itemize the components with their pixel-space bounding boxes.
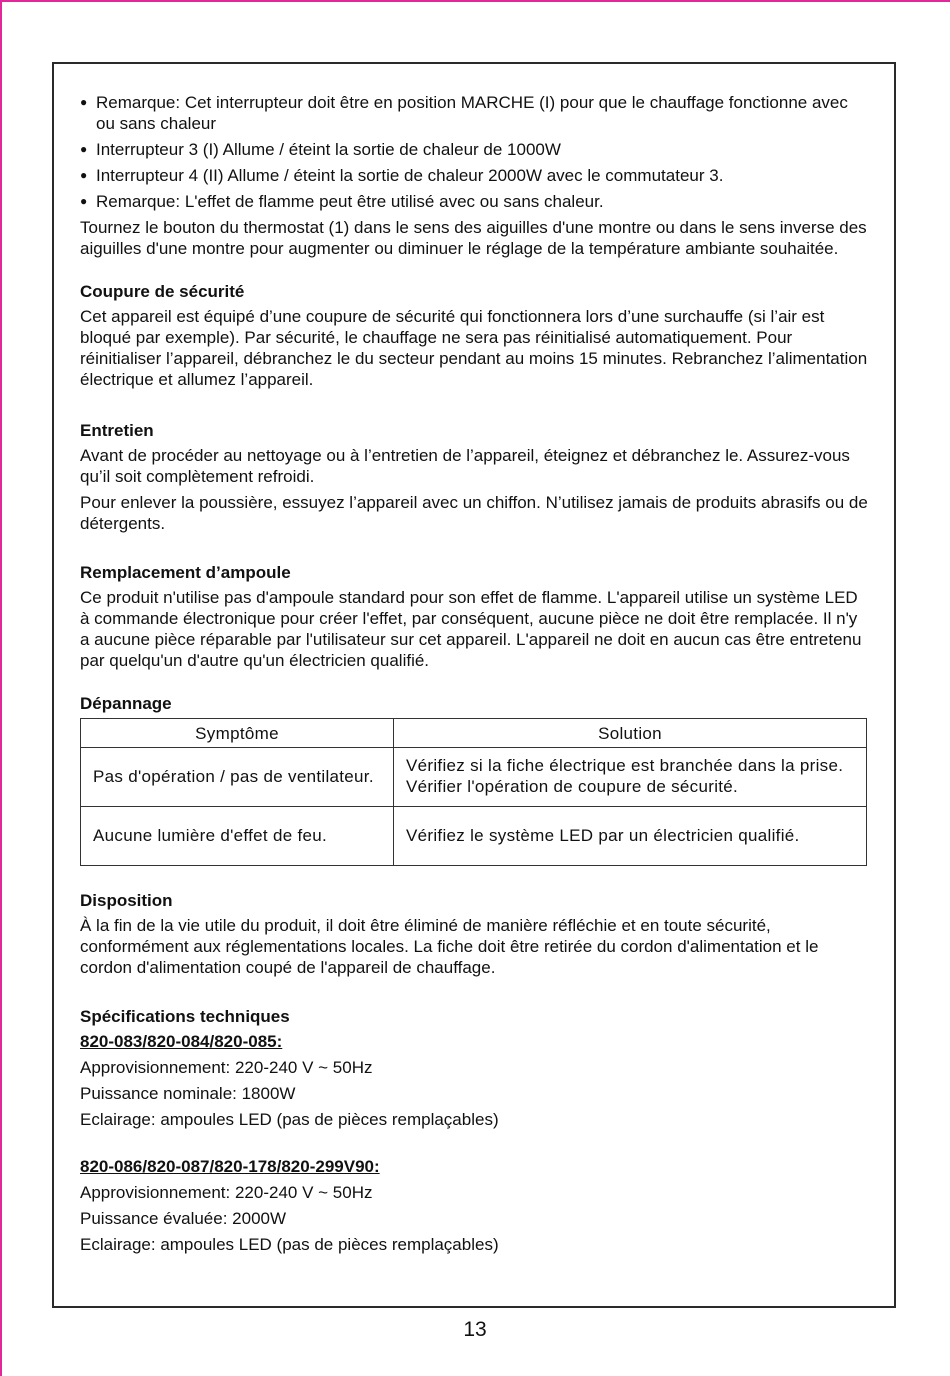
safety-paragraph: Cet appareil est équipé d’une coupure de sécurité qui fonctionnera lors d’une surchauffe (si l’air est bloqué par exemple). Par sécurité, le chauffage ne sera pas réinitialisé automatiquement. Pour réinitialiser l’appareil, débranchez le du secteur pendant au moins 15 minutes. Rebranchez l’alimentation électrique et allumez l’appareil. <box>80 307 868 389</box>
spec-lighting-2: Eclairage: ampoules LED (pas de pièces remplaçables) <box>80 1235 499 1254</box>
bulb-heading: Remplacement d’ampoule <box>80 563 291 582</box>
bulb-section <box>80 562 870 671</box>
maintenance-section <box>80 420 870 534</box>
safety-heading: Coupure de sécurité <box>80 282 245 301</box>
troubleshooting-table <box>80 718 867 866</box>
list-item: ● Remarque: Cet interrupteur doit être en position MARCHE (I) pour que le chauffage fonctionne avec ou sans chaleur <box>80 92 870 134</box>
spec-supply-2: Approvisionnement: 220-240 V ~ 50Hz <box>80 1183 373 1202</box>
maintenance-heading: Entretien <box>80 421 154 440</box>
spec-supply-1: Approvisionnement: 220-240 V ~ 50Hz <box>80 1058 373 1077</box>
troubleshooting-section <box>80 693 870 866</box>
table-header-row <box>81 719 867 748</box>
safety-section <box>80 281 870 390</box>
model-numbers-1: 820-083/820-084/820-085: <box>80 1032 283 1051</box>
thermostat-paragraph: Tournez le bouton du thermostat (1) dans le sens des aiguilles d'une montre ou dans le sens inverse des aiguilles d'une montre pour augmenter ou diminuer le réglage de la température ambiante souhaitée. <box>80 218 867 258</box>
list-item: ● Remarque: L'effet de flamme peut être utilisé avec ou sans chaleur. <box>80 191 870 212</box>
disposal-paragraph: À la fin de la vie utile du produit, il doit être éliminé de manière réfléchie et en toute sécurité, conformément aux réglementations locales. La fiche doit être retirée du cordon d'alimentation et le cordon d'alimentation coupé de l'appareil de chauffage. <box>80 916 819 977</box>
table-row <box>81 748 867 807</box>
page-frame <box>52 62 896 1308</box>
disposal-section <box>80 890 870 978</box>
solution-cell: Vérifiez le système LED par un électricien qualifié. <box>394 807 867 866</box>
model-numbers-2: 820-086/820-087/820-178/820-299V90: <box>80 1157 380 1176</box>
specs-heading: Spécifications techniques <box>80 1007 290 1026</box>
spec-power-1: Puissance nominale: 1800W <box>80 1084 296 1103</box>
switch-notes-list <box>80 92 870 212</box>
spec-power-2: Puissance évaluée: 2000W <box>80 1209 287 1228</box>
list-item: ● Interrupteur 3 (I) Allume / éteint la sortie de chaleur de 1000W <box>80 139 870 160</box>
page-number: 13 <box>463 1318 487 1341</box>
bulb-paragraph: Ce produit n'utilise pas d'ampoule standard pour son effet de flamme. L'appareil utilise un système LED à commande électronique pour créer l'effet, par conséquent, aucune pièce ne doit être remplacée. Il n'y a aucune pièce réparable par l'utilisateur sur cet appareil. L'appareil ne doit en aucun cas être entretenu par quelqu'un d'autre qu'un électricien qualifié. <box>80 588 862 670</box>
crop-mark-left <box>0 0 2 1376</box>
solution-column-header: Solution <box>394 719 867 748</box>
symptom-cell: Aucune lumière d'effet de feu. <box>81 807 394 866</box>
crop-mark-top <box>0 0 950 2</box>
symptom-column-header: Symptôme <box>81 719 394 748</box>
disposal-heading: Disposition <box>80 891 173 910</box>
maintenance-paragraph-1: Avant de procéder au nettoyage ou à l’entretien de l’appareil, éteignez et débranchez le. Assurez-vous qu’il soit complètement refroidi. <box>80 446 850 486</box>
list-item: ● Interrupteur 4 (II) Allume / éteint la sortie de chaleur 2000W avec le commutateur 3. <box>80 165 870 186</box>
maintenance-paragraph-2: Pour enlever la poussière, essuyez l’appareil avec un chiffon. N’utilisez jamais de produits abrasifs ou de détergents. <box>80 493 868 533</box>
page-content <box>80 92 870 1260</box>
symptom-cell: Pas d'opération / pas de ventilateur. <box>81 748 394 807</box>
specs-section <box>80 1006 870 1255</box>
table-row <box>81 807 867 866</box>
spec-lighting-1: Eclairage: ampoules LED (pas de pièces remplaçables) <box>80 1110 499 1129</box>
troubleshooting-heading: Dépannage <box>80 694 172 713</box>
solution-cell: Vérifiez si la fiche électrique est branchée dans la prise. Vérifier l'opération de coupure de sécurité. <box>394 748 867 807</box>
